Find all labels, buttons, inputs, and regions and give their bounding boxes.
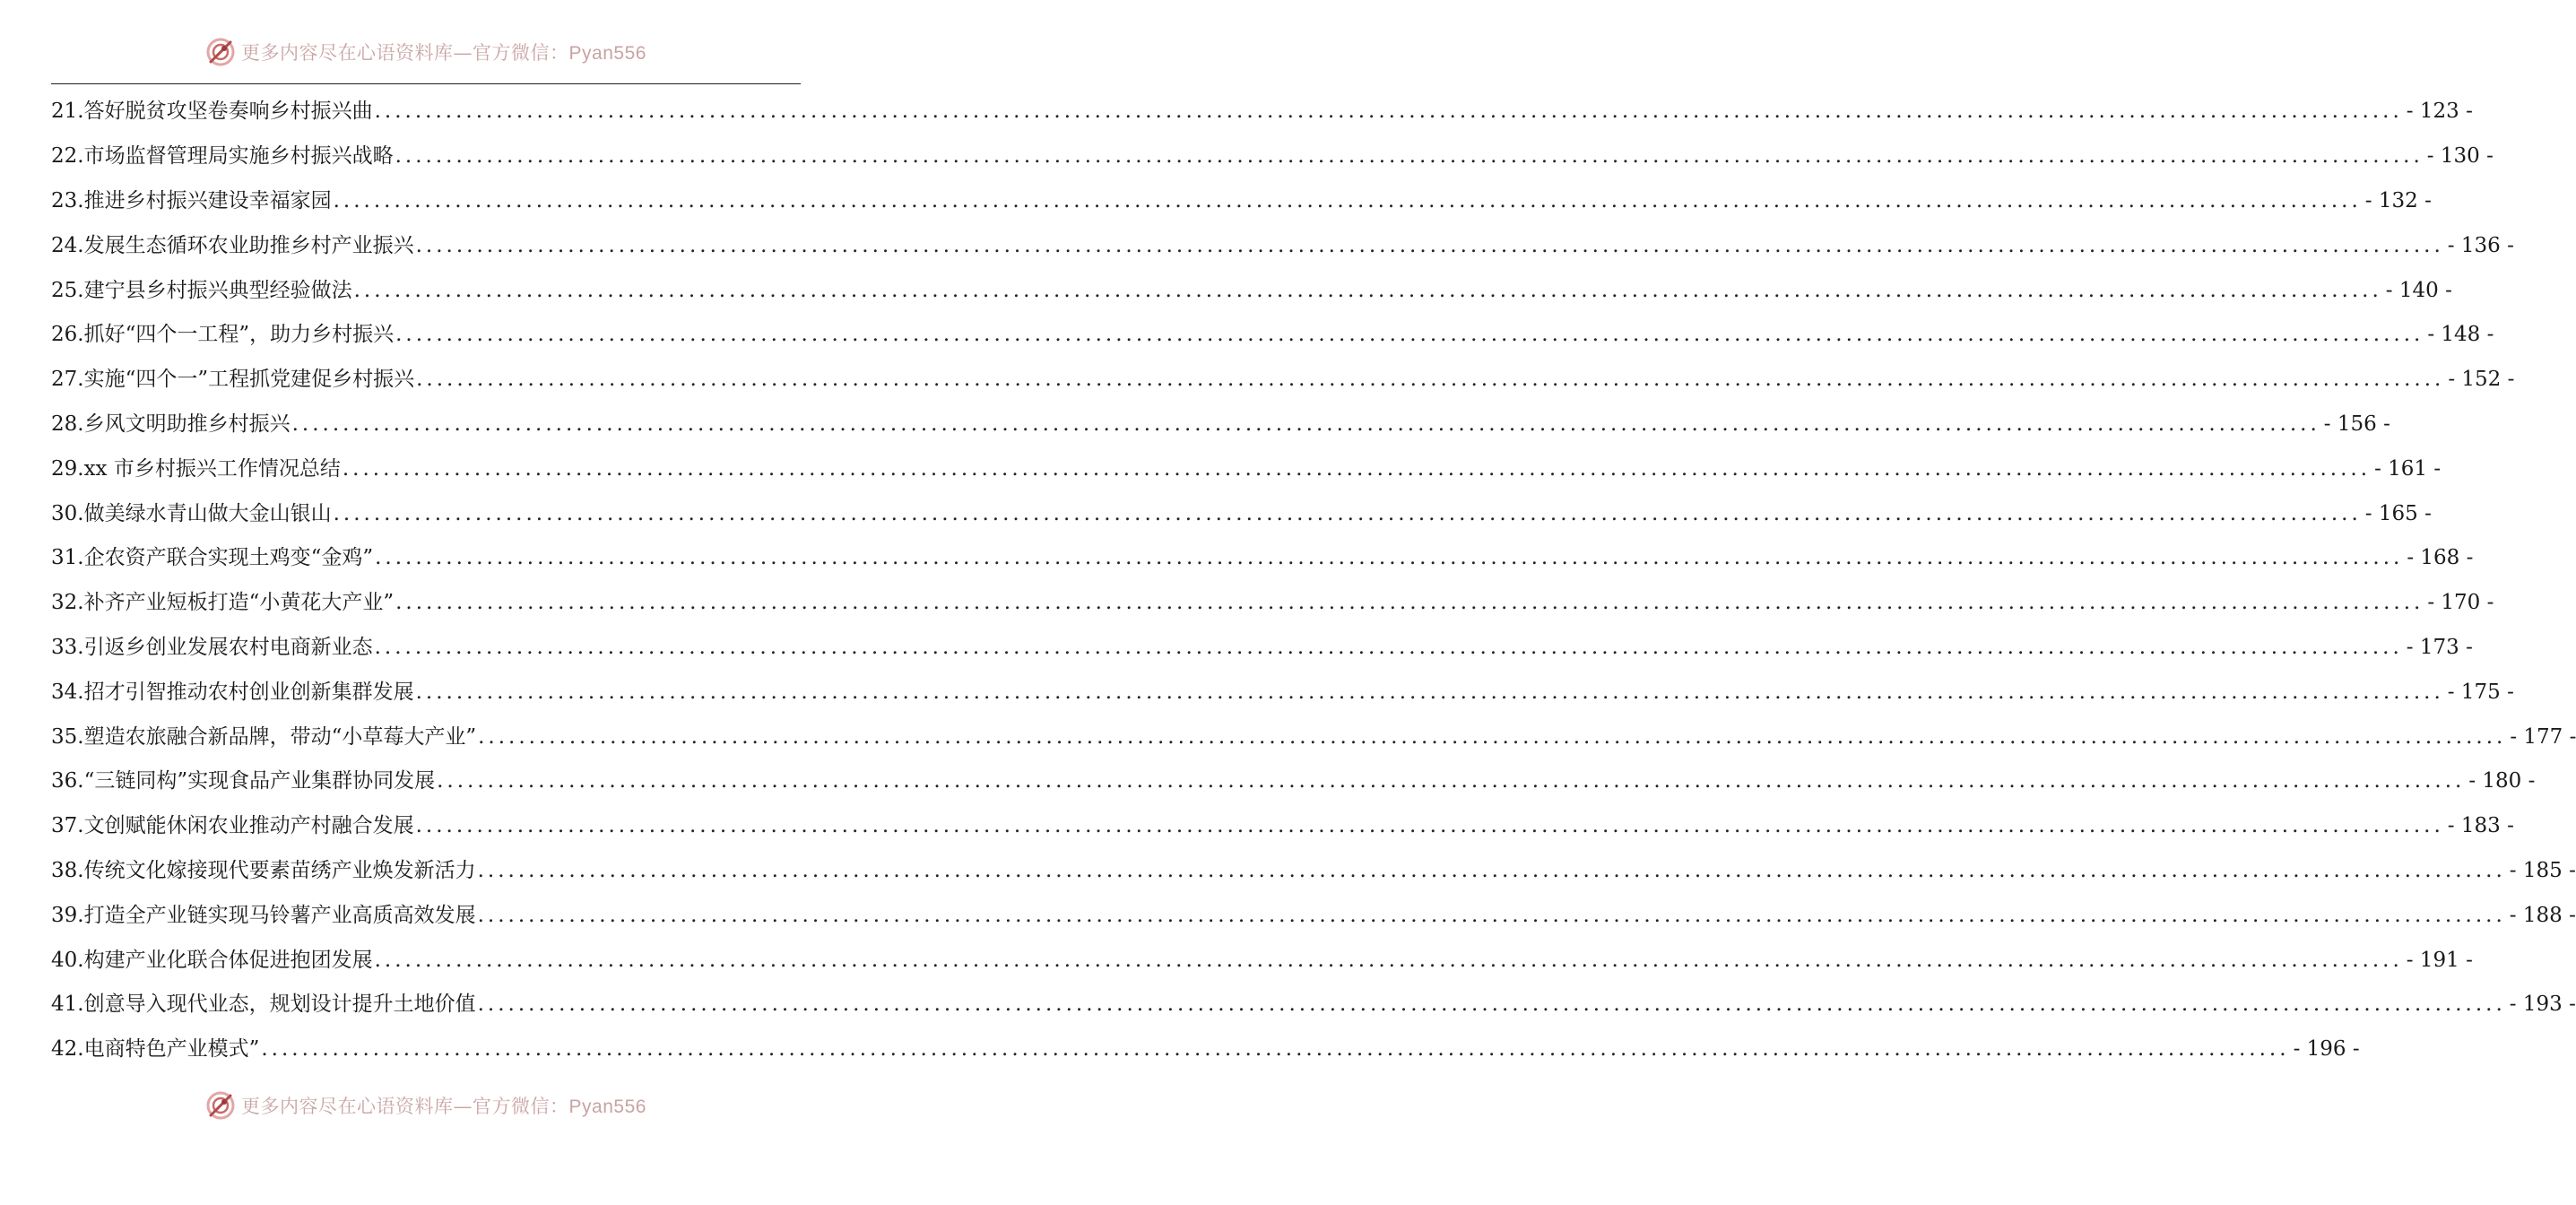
toc-entry-title: 31.企农资产联合实现土鸡变“金鸡” <box>51 546 374 570</box>
toc-entry-title: 32.补齐产业短板打造“小黄花大产业” <box>51 591 395 615</box>
toc-entry-page: - 161 - <box>2374 456 2442 481</box>
toc-entry[interactable] <box>51 223 2514 268</box>
header-banner-text: 更多内容尽在心语资料库—官方微信：Pyan556 <box>241 42 646 64</box>
toc-entry[interactable] <box>51 1027 2360 1072</box>
footer-banner-text: 更多内容尽在心语资料库—官方微信：Pyan556 <box>241 1096 646 1117</box>
toc-entry[interactable] <box>51 403 2390 447</box>
toc-entry-title: 35.塑造农旅融合新品牌，带动“小草莓大产业” <box>51 724 477 749</box>
toc-leader-dots: ........................................................................................................................................................................................................ <box>261 1037 2290 1062</box>
toc-entry[interactable] <box>51 90 2473 134</box>
toc-entry-title: 28.乡风文明助推乡村振兴 <box>51 412 291 436</box>
toc-entry-page: - 170 - <box>2427 591 2494 615</box>
logo-icon <box>205 37 236 67</box>
toc-entry[interactable] <box>51 536 2474 581</box>
toc-leader-dots: ........................................................................................................................................................................................................ <box>415 233 2444 257</box>
toc-entry-page: - 185 - <box>2509 858 2576 882</box>
logo-icon <box>205 1090 236 1121</box>
toc-entry[interactable] <box>51 179 2432 224</box>
toc-leader-dots: ........................................................................................................................................................................................................ <box>415 680 2444 704</box>
footer-wechat-id: Pyan556 <box>568 1097 646 1117</box>
toc-leader-dots: ........................................................................................................................................................................................................ <box>374 635 2403 659</box>
toc-leader-dots: ........................................................................................................................................................................................................ <box>374 100 2403 124</box>
toc-entry-title: 40.构建产业化联合体促进抱团发展 <box>51 948 373 972</box>
toc-leader-dots: ........................................................................................................................................................................................................ <box>477 858 2506 882</box>
toc-entry-title: 25.建宁县乡村振兴典型经验做法 <box>51 278 352 302</box>
toc-entry-title: 39.打造全产业链实现马铃薯产业高质高效发展 <box>51 903 476 927</box>
toc-entry[interactable] <box>51 313 2494 358</box>
toc-entry-title: 23.推进乡村振兴建设幸福家园 <box>51 188 332 212</box>
toc-entry-title: 30.做美绿水青山做大金山银山 <box>51 501 332 525</box>
header-wechat-id: Pyan556 <box>568 43 646 64</box>
toc-entry-page: - 132 - <box>2364 188 2432 212</box>
toc-entry-title: 37.文创赋能休闲农业推动产村融合发展 <box>51 814 414 838</box>
toc-entry-title: 27.实施“四个一”工程抓党建促乡村振兴 <box>51 368 415 392</box>
toc-leader-dots: ........................................................................................................................................................................................................ <box>395 323 2424 347</box>
toc-entry-page: - 152 - <box>2448 368 2515 392</box>
toc-entry-page: - 180 - <box>2468 769 2536 793</box>
toc-entry-page: - 130 - <box>2426 144 2494 169</box>
toc-leader-dots: ........................................................................................................................................................................................................ <box>415 814 2444 838</box>
toc-entry-title: 24.发展生态循环农业助推乡村产业振兴 <box>51 233 414 257</box>
toc-entry[interactable] <box>51 446 2442 491</box>
toc-entry-title: 38.传统文化嫁接现代要素苗绣产业焕发新活力 <box>51 858 476 882</box>
toc-leader-dots: ........................................................................................................................................................................................................ <box>395 144 2424 169</box>
toc-entry-page: - 168 - <box>2407 546 2474 570</box>
footer-banner <box>0 1088 852 1123</box>
toc-entry-page: - 188 - <box>2509 903 2576 927</box>
toc-entry-page: - 136 - <box>2447 233 2514 257</box>
toc-entry[interactable] <box>51 804 2514 849</box>
toc-entry[interactable] <box>51 938 2473 983</box>
toc-entry-page: - 148 - <box>2427 323 2494 347</box>
toc-entry-page: - 177 - <box>2510 724 2576 749</box>
toc-entry-title: 34.招才引智推动农村创业创新集群发展 <box>51 680 414 704</box>
toc-entry[interactable] <box>51 893 2576 938</box>
toc-leader-dots: ........................................................................................................................................................................................................ <box>437 769 2466 793</box>
toc-leader-dots: ........................................................................................................................................................................................................ <box>333 501 2362 525</box>
toc-leader-dots: ........................................................................................................................................................................................................ <box>374 948 2403 972</box>
toc-entry[interactable] <box>51 983 2576 1027</box>
toc-leader-dots: ........................................................................................................................................................................................................ <box>342 456 2372 481</box>
toc-leader-dots: ........................................................................................................................................................................................................ <box>291 412 2320 436</box>
toc-entry-title: 22.市场监督管理局实施乡村振兴战略 <box>51 144 394 169</box>
toc-entry-page: - 193 - <box>2509 993 2576 1017</box>
toc-entry-page: - 165 - <box>2364 501 2432 525</box>
toc-entry[interactable] <box>51 581 2494 626</box>
toc-entry-page: - 173 - <box>2406 635 2473 659</box>
header-divider <box>51 83 801 84</box>
toc-entry-page: - 196 - <box>2293 1037 2360 1062</box>
toc-leader-dots: ........................................................................................................................................................................................................ <box>477 903 2506 927</box>
toc-entry-title: 42.电商特色产业模式” <box>51 1037 260 1062</box>
toc-entry[interactable] <box>51 358 2515 403</box>
toc-leader-dots: ........................................................................................................................................................................................................ <box>478 724 2507 749</box>
toc-entry[interactable] <box>51 626 2473 671</box>
toc-leader-dots: ........................................................................................................................................................................................................ <box>375 546 2404 570</box>
toc-entry-page: - 156 - <box>2323 412 2390 436</box>
toc-entry-title: 29.xx 市乡村振兴工作情况总结 <box>51 456 341 481</box>
toc-leader-dots: ........................................................................................................................................................................................................ <box>353 278 2382 302</box>
toc-entry[interactable] <box>51 268 2452 313</box>
toc-entry[interactable] <box>51 715 2576 759</box>
toc-entry-page: - 123 - <box>2406 100 2473 124</box>
toc-entry[interactable] <box>51 134 2494 179</box>
table-of-contents <box>51 90 2576 1072</box>
toc-entry-title: 36.“三链同构”实现食品产业集群协同发展 <box>51 769 436 793</box>
toc-leader-dots: ........................................................................................................................................................................................................ <box>333 188 2362 212</box>
toc-entry-page: - 183 - <box>2447 814 2514 838</box>
toc-entry-page: - 191 - <box>2406 948 2473 972</box>
toc-entry-title: 26.抓好“四个一工程”，助力乡村振兴 <box>51 323 395 347</box>
toc-entry-title: 41.创意导入现代业态，规划设计提升土地价值 <box>51 993 476 1017</box>
toc-entry-title: 21.答好脱贫攻坚卷奏响乡村振兴曲 <box>51 100 373 124</box>
toc-entry[interactable] <box>51 670 2514 715</box>
toc-entry-page: - 175 - <box>2447 680 2514 704</box>
toc-entry[interactable] <box>51 491 2432 536</box>
header-banner <box>0 34 852 70</box>
toc-leader-dots: ........................................................................................................................................................................................................ <box>477 993 2506 1017</box>
toc-entry-page: - 140 - <box>2385 278 2452 302</box>
toc-leader-dots: ........................................................................................................................................................................................................ <box>395 591 2424 615</box>
toc-entry-title: 33.引返乡创业发展农村电商新业态 <box>51 635 373 659</box>
toc-entry[interactable] <box>51 849 2576 894</box>
toc-entry[interactable] <box>51 759 2536 804</box>
toc-leader-dots: ........................................................................................................................................................................................................ <box>416 368 2445 392</box>
